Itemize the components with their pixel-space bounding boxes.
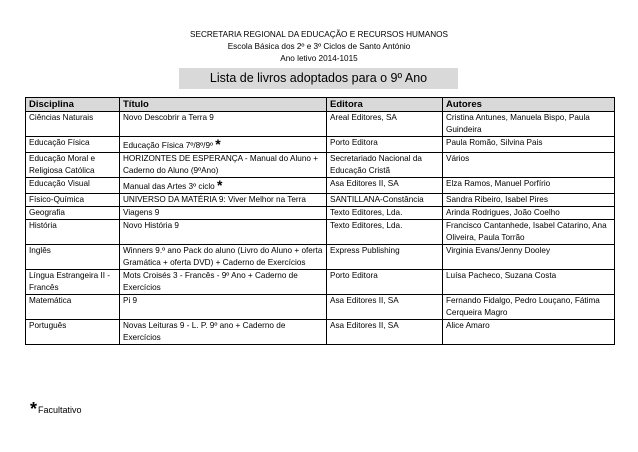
cell-editora-text: Express Publishing [330,246,400,255]
table-row [26,194,615,207]
cell-titulo-text: UNIVERSO DA MATÉRIA 9: Viver Melhor na Terra [123,195,306,204]
table-row [26,207,615,220]
cell-editora-text: Asa Editores II, SA [330,296,399,305]
cell-editora [327,112,443,137]
cell-editora [327,320,443,345]
table-row [26,112,615,137]
cell-editora-text: Asa Editores II, SA [330,179,399,188]
footnote-star: * [30,399,38,419]
table-row [26,295,615,320]
cell-autores-text: Fernando Fidalgo, Pedro Louçano, Fátima Cerqueira Magro [446,296,600,317]
cell-disciplina-text: Geografia [29,208,65,217]
cell-autores-text: Luísa Pacheco, Suzana Costa [446,271,557,280]
cell-titulo [120,270,327,295]
cell-titulo-text: Mots Croisés 3 - Francês - 9º Ano + Caderno de Exercícios [123,271,298,292]
cell-editora-text: Secretariado Nacional da Educação Cristã [330,154,422,175]
table-row [26,320,615,345]
table-row [26,153,615,178]
cell-editora [327,295,443,320]
cell-titulo-text: Winners 9.º ano Pack do aluno (Livro do Aluno + oferta Gramática + oferta DVD) + Caderno de Exercícios [123,246,323,267]
header-line-escola: Escola Básica dos 2º e 3º Ciclos de Santo António [227,42,411,51]
table-row [26,220,615,245]
cell-titulo [120,153,327,178]
cell-titulo-text: Viagens 9 [123,208,160,217]
cell-editora [327,137,443,153]
cell-autores [443,295,615,320]
cell-disciplina [26,270,120,295]
cell-titulo [120,320,327,345]
cell-editora [327,178,443,194]
cell-disciplina-text: Educação Física [29,138,90,147]
cell-titulo [120,178,327,194]
cell-editora-text: Asa Editores II, SA [330,321,399,330]
cell-disciplina [26,178,120,194]
cell-editora-text: Texto Editores, Lda. [330,221,403,230]
cell-autores-text: Elza Ramos, Manuel Porfírio [446,179,551,188]
table-row [26,137,615,153]
cell-disciplina [26,220,120,245]
cell-titulo [120,207,327,220]
cell-autores [443,270,615,295]
cell-editora [327,153,443,178]
cell-autores-text: Vários [446,154,470,163]
column-header-titulo: Título [120,98,327,112]
cell-autores-text: Alice Amaro [446,321,490,330]
cell-editora [327,194,443,207]
optional-star-marker: * [217,177,223,193]
document-header [0,29,638,65]
cell-autores-text: Francisco Cantanhede, Isabel Catarino, Ana Oliveira, Paula Torrão [446,221,607,242]
cell-titulo-text: Manual das Artes 3º ciclo [123,182,215,191]
table-body [26,112,615,345]
cell-editora [327,207,443,220]
cell-editora [327,220,443,245]
cell-autores [443,153,615,178]
cell-disciplina-text: História [29,221,57,230]
cell-autores [443,178,615,194]
cell-disciplina-text: Inglês [29,246,51,255]
footnote [30,399,82,419]
column-header-disciplina: Disciplina [26,98,120,112]
cell-autores [443,194,615,207]
cell-titulo [120,245,327,270]
cell-autores-text: Cristina Antunes, Manuela Bispo, Paula Guindeira [446,113,590,134]
cell-disciplina-text: Educação Visual [29,179,90,188]
cell-disciplina [26,112,120,137]
cell-autores-text: Sandra Ribeiro, Isabel Pires [446,195,548,204]
cell-disciplina [26,207,120,220]
cell-autores [443,320,615,345]
cell-titulo-text: Novo Descobrir a Terra 9 [123,113,214,122]
cell-editora-text: Texto Editores, Lda. [330,208,403,217]
cell-disciplina-text: Língua Estrangeira II - Francês [29,271,111,292]
cell-editora-text: Porto Editora [330,271,378,280]
cell-disciplina [26,295,120,320]
header-line-ano-letivo: Ano letivo 2014-1015 [280,54,358,63]
cell-titulo-text: Novas Leituras 9 - L. P. 9º ano + Caderno de Exercícios [123,321,286,342]
cell-titulo-text: Novo História 9 [123,221,179,230]
column-header-autores: Autores [443,98,615,112]
cell-disciplina [26,245,120,270]
cell-titulo-text: Educação Física 7º/8º/9º [123,141,213,150]
header-line-secretaria: SECRETARIA REGIONAL DA EDUCAÇÃO E RECURSOS HUMANOS [190,30,448,39]
cell-autores-text: Paula Romão, Silvina Pais [446,138,543,147]
cell-autores [443,112,615,137]
cell-editora-text: SANTILLANA-Constância [330,195,424,204]
cell-disciplina [26,153,120,178]
cell-titulo [120,295,327,320]
cell-autores [443,245,615,270]
cell-autores [443,207,615,220]
cell-editora [327,245,443,270]
cell-titulo-text: HORIZONTES DE ESPERANÇA - Manual do Aluno + Caderno do Aluno (9ºAno) [123,154,318,175]
cell-disciplina-text: Ciências Naturais [29,113,94,122]
optional-star-marker: * [215,136,221,152]
cell-titulo-text: Pi 9 [123,296,138,305]
cell-disciplina-text: Matemática [29,296,72,305]
list-title: Lista de livros adoptados para o 9º Ano [179,68,458,89]
cell-autores-text: Arinda Rodrigues, João Coelho [446,208,560,217]
table-row [26,245,615,270]
cell-disciplina [26,194,120,207]
cell-titulo [120,137,327,153]
cell-disciplina [26,137,120,153]
cell-disciplina-text: Físico-Química [29,195,85,204]
column-header-editora: Editora [327,98,443,112]
cell-titulo [120,220,327,245]
cell-editora [327,270,443,295]
cell-disciplina-text: Português [29,321,67,330]
table-header-row [26,98,615,112]
cell-disciplina [26,320,120,345]
table-row [26,270,615,295]
footnote-text: Facultativo [38,405,82,415]
books-table [25,97,615,345]
cell-autores [443,137,615,153]
cell-autores [443,220,615,245]
table-row [26,178,615,194]
cell-titulo [120,112,327,137]
cell-autores-text: Virginia Evans/Jenny Dooley [446,246,551,255]
cell-editora-text: Porto Editora [330,138,378,147]
cell-editora-text: Areal Editores, SA [330,113,397,122]
cell-titulo [120,194,327,207]
cell-disciplina-text: Educação Moral e Religiosa Católica [29,154,95,175]
